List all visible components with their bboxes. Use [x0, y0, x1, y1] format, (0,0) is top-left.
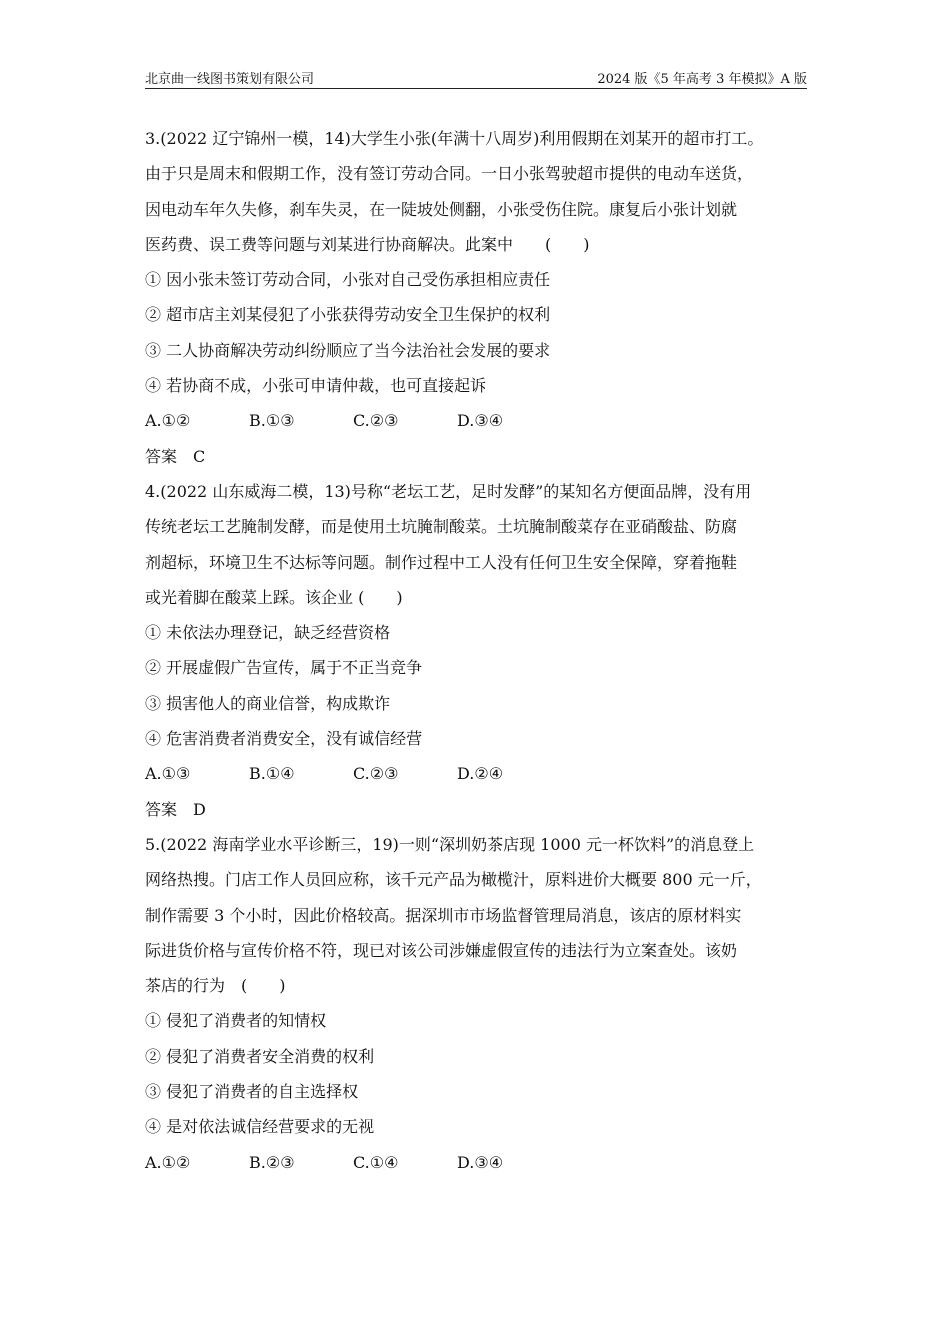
question-4	[145, 474, 809, 827]
answer-options	[145, 1145, 809, 1180]
question-stem-line: 因电动车年久失修，刹车失灵，在一陡坡处侧翻，小张受伤住院。康复后小张计划就	[145, 199, 738, 219]
publisher-name: 北京曲一线图书策划有限公司	[145, 72, 315, 87]
statement: ② 开展虚假广告宣传，属于不正当竞争	[145, 658, 423, 678]
option-d: D.③④	[457, 1152, 504, 1172]
statement: ② 侵犯了消费者安全消费的权利	[145, 1046, 375, 1066]
question-stem-line: 制作需要 3 个小时，因此价格较高。据深圳市市场监督管理局消息，该店的原材料实	[145, 905, 742, 925]
question-stem-line: 4.(2022 山东威海二模，13)号称“老坛工艺，足时发酵”的某知名方便面品牌，没有用	[145, 481, 752, 501]
statement: ① 因小张未签订劳动合同，小张对自己受伤承担相应责任	[145, 270, 551, 290]
option-a: A.①②	[145, 1152, 191, 1172]
answer-label: 答案	[145, 446, 178, 466]
question-stem-line: 由于只是周末和假期工作，没有签订劳动合同。一日小张驾驶超市提供的电动车送货，	[145, 164, 754, 184]
statement: ④ 是对依法诚信经营要求的无视	[145, 1117, 375, 1137]
page-header	[145, 64, 807, 89]
statement: ① 侵犯了消费者的知情权	[145, 1011, 327, 1031]
page-content	[145, 121, 809, 1180]
option-c: C.②③	[353, 764, 399, 784]
question-stem-line: 3.(2022 辽宁锦州一模，14)大学生小张(年满十八周岁)利用假期在刘某开的超市打工。	[145, 129, 764, 148]
statement: ④ 危害消费者消费安全，没有诚信经营	[145, 729, 423, 749]
question-3	[145, 121, 809, 474]
option-d: D.③④	[457, 411, 504, 431]
question-stem-line: 或光着脚在酸菜上踩。该企业 ( )	[145, 587, 403, 607]
statement: ③ 损害他人的商业信誉，构成欺诈	[145, 693, 391, 713]
answer-value: C	[193, 446, 206, 466]
option-a: A.①②	[145, 411, 191, 431]
answer-label: 答案	[145, 799, 178, 819]
question-5	[145, 827, 809, 1180]
statement: ① 未依法办理登记，缺乏经营资格	[145, 623, 391, 643]
statement: ③ 侵犯了消费者的自主选择权	[145, 1082, 359, 1102]
statement: ③ 二人协商解决劳动纠纷顺应了当今法治社会发展的要求	[145, 340, 551, 360]
question-stem-line: 剂超标，环境卫生不达标等问题。制作过程中工人没有任何卫生安全保障，穿着拖鞋	[145, 552, 738, 572]
option-b: B.②③	[249, 1152, 295, 1172]
statement: ② 超市店主刘某侵犯了小张获得劳动安全卫生保护的权利	[145, 305, 551, 325]
question-stem-line: 茶店的行为 ( )	[145, 976, 286, 996]
option-c: C.②③	[353, 411, 399, 431]
option-b: B.①④	[249, 764, 295, 784]
question-stem-line: 医药费、误工费等问题与刘某进行协商解决。此案中 ( )	[145, 234, 590, 254]
statement: ④ 若协商不成，小张可申请仲裁，也可直接起诉	[145, 376, 487, 396]
answer-value: D	[193, 799, 206, 819]
option-b: B.①③	[249, 411, 295, 431]
answer-options	[145, 756, 809, 791]
question-stem-line: 网络热搜。门店工作人员回应称，该千元产品为橄榄汁，原料进价大概要 800 元一斤，	[145, 870, 762, 890]
answer-options	[145, 403, 809, 438]
option-a: A.①③	[145, 764, 191, 784]
answer-line	[145, 439, 809, 474]
question-stem-line: 际进货价格与宣传价格不符，现已对该公司涉嫌虚假宣传的违法行为立案查处。该奶	[145, 940, 738, 960]
option-c: C.①④	[353, 1152, 399, 1172]
option-d: D.②④	[457, 764, 504, 784]
book-edition: 2024 版《5 年高考 3 年模拟》A 版	[597, 72, 807, 87]
question-stem-line: 传统老坛工艺腌制发酵，而是使用土坑腌制酸菜。土坑腌制酸菜存在亚硝酸盐、防腐	[145, 517, 738, 537]
question-stem-line: 5.(2022 海南学业水平诊断三，19)一则“深圳奶茶店现 1000 元一杯饮料”的消息登上	[145, 834, 755, 854]
answer-line	[145, 792, 809, 827]
